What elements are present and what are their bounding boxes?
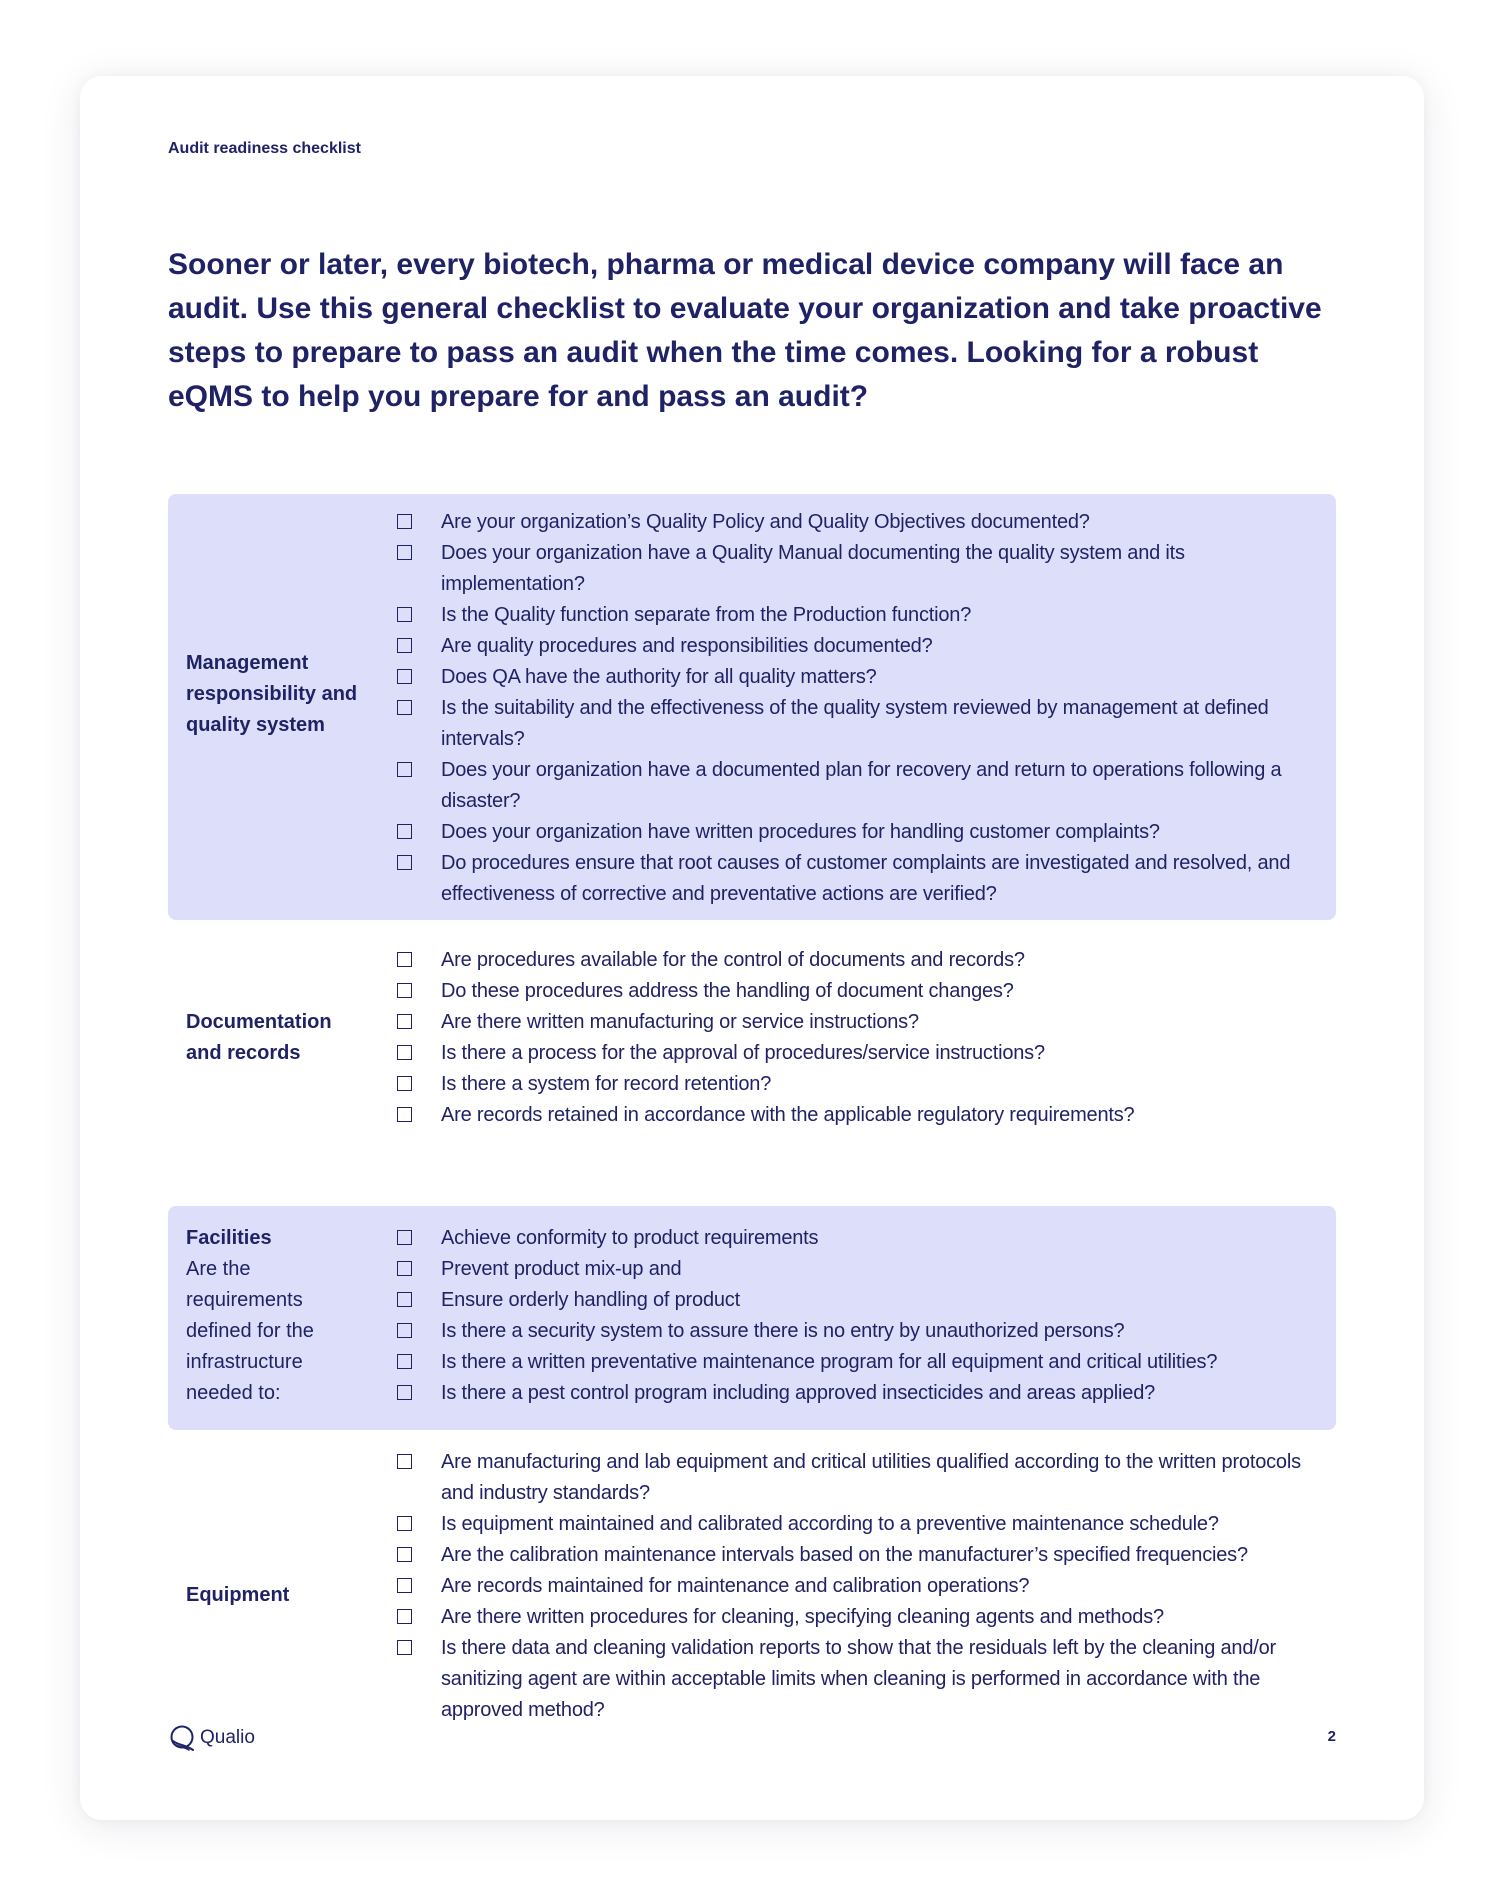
checkbox[interactable] (397, 1107, 412, 1122)
checklist-item[interactable] (397, 600, 1322, 631)
checklist-item-text: Are the calibration maintenance intervals based on the manufacturer’s specified frequencies? (441, 1544, 1248, 1566)
checklist (397, 1223, 1322, 1409)
checkbox[interactable] (397, 607, 412, 622)
checklist (397, 507, 1322, 910)
checklist-item-text: Do these procedures address the handling of document changes? (441, 980, 1014, 1002)
checkbox[interactable] (397, 1578, 412, 1593)
checklist-item-text: Does QA have the authority for all quality matters? (441, 666, 877, 688)
checklist-item-text: Are there written procedures for cleaning, specifying cleaning agents and methods? (441, 1606, 1164, 1628)
section-title: Facilities (186, 1227, 272, 1249)
checkbox[interactable] (397, 1323, 412, 1338)
checklist-item-text: Are records retained in accordance with the applicable regulatory requirements? (441, 1104, 1135, 1126)
checklist-item-text: Achieve conformity to product requirements (441, 1227, 819, 1249)
checklist-item-text: Does your organization have a Quality Manual documenting the quality system and its implementation? (441, 542, 1185, 595)
checklist-item-text: Is there a process for the approval of procedures/service instructions? (441, 1042, 1045, 1064)
section-label (186, 1580, 371, 1611)
checklist-item[interactable] (397, 848, 1322, 910)
checklist-item[interactable] (397, 1447, 1322, 1509)
checklist-item[interactable] (397, 1602, 1322, 1633)
checkbox[interactable] (397, 1076, 412, 1091)
section-management-responsibility (168, 494, 1336, 920)
page-number: 2 (1327, 1728, 1336, 1745)
checkbox[interactable] (397, 1454, 412, 1469)
checklist-item-text: Are records maintained for maintenance and calibration operations? (441, 1575, 1030, 1597)
qualio-logo-icon (168, 1724, 196, 1752)
section-title: Documentation and records (186, 1011, 332, 1064)
checklist-item[interactable] (397, 1254, 1322, 1285)
checkbox[interactable] (397, 1014, 412, 1029)
checkbox[interactable] (397, 1261, 412, 1276)
checklist-item[interactable] (397, 1038, 1322, 1069)
checklist-item[interactable] (397, 631, 1322, 662)
checklist-item[interactable] (397, 693, 1322, 755)
checkbox[interactable] (397, 1045, 412, 1060)
checklist-item[interactable] (397, 538, 1322, 600)
checkbox[interactable] (397, 545, 412, 560)
section-label (186, 1007, 371, 1069)
checkbox[interactable] (397, 1230, 412, 1245)
section-subtitle: Are the requirements defined for the infrastructure needed to: (186, 1258, 314, 1404)
checklist (397, 945, 1322, 1131)
checklist-item-text: Ensure orderly handling of product (441, 1289, 740, 1311)
checklist-item[interactable] (397, 755, 1322, 817)
intro-paragraph: Sooner or later, every biotech, pharma or medical device company will face an audit. Use this general checklist to evaluate your organization and take proactive steps to prepare to pass an audit when the time comes. Looking for a robust eQMS to help you prepare for and pass an audit? (168, 248, 1322, 413)
checklist-item-text: Does your organization have a documented plan for recovery and return to operations following a disaster? (441, 759, 1282, 812)
document-header-label: Audit readiness checklist (168, 140, 361, 157)
checklist-item-text: Is there a system for record retention? (441, 1073, 772, 1095)
checkbox[interactable] (397, 1354, 412, 1369)
checkbox[interactable] (397, 669, 412, 684)
checklist-item-text: Is there a pest control program including approved insecticides and areas applied? (441, 1382, 1156, 1404)
section-label (186, 648, 371, 741)
checklist-item[interactable] (397, 1347, 1322, 1378)
checklist-item[interactable] (397, 1571, 1322, 1602)
checkbox[interactable] (397, 855, 412, 870)
section-equipment (168, 1436, 1336, 1760)
checklist-item-text: Is the Quality function separate from the Production function? (441, 604, 972, 626)
checklist-item[interactable] (397, 1316, 1322, 1347)
section-label (186, 1223, 371, 1409)
checklist-item-text: Is equipment maintained and calibrated according to a preventive maintenance schedule? (441, 1513, 1219, 1535)
checklist-item-text: Are procedures available for the control of documents and records? (441, 949, 1025, 971)
checkbox[interactable] (397, 1547, 412, 1562)
checklist-item-text: Is there data and cleaning validation reports to show that the residuals left by the cleaning and/or sanitizing agent are within acceptable limits when cleaning is performed in accordance with the approved method? (441, 1637, 1276, 1721)
checkbox[interactable] (397, 514, 412, 529)
checklist-item-text: Is there a security system to assure there is no entry by unauthorized persons? (441, 1320, 1125, 1342)
checklist-item[interactable] (397, 1069, 1322, 1100)
checklist-item[interactable] (397, 1223, 1322, 1254)
checklist-item[interactable] (397, 1285, 1322, 1316)
checklist-item[interactable] (397, 945, 1322, 976)
checklist-item[interactable] (397, 507, 1322, 538)
checklist-item-text: Are your organization’s Quality Policy and Quality Objectives documented? (441, 511, 1090, 533)
checklist-item-text: Is the suitability and the effectiveness of the quality system reviewed by management at defined intervals? (441, 697, 1269, 750)
checklist-item-text: Are manufacturing and lab equipment and critical utilities qualified according to the written protocols and industry standards? (441, 1451, 1301, 1504)
checklist-item[interactable] (397, 817, 1322, 848)
logo-text: Qualio (200, 1727, 255, 1748)
checklist-item[interactable] (397, 1509, 1322, 1540)
section-documentation-records (168, 934, 1336, 1194)
section-title: Management responsibility and quality system (186, 652, 358, 736)
checklist-item[interactable] (397, 976, 1322, 1007)
checkbox[interactable] (397, 700, 412, 715)
section-facilities (168, 1206, 1336, 1430)
checkbox[interactable] (397, 638, 412, 653)
checklist-item-text: Are there written manufacturing or service instructions? (441, 1011, 919, 1033)
checkbox[interactable] (397, 1385, 412, 1400)
checklist-item-text: Does your organization have written procedures for handling customer complaints? (441, 821, 1160, 843)
checklist-item[interactable] (397, 1100, 1322, 1131)
qualio-logo (168, 1723, 255, 1753)
checkbox[interactable] (397, 824, 412, 839)
checklist-item-text: Are quality procedures and responsibilities documented? (441, 635, 933, 657)
section-title: Equipment (186, 1584, 290, 1606)
checkbox[interactable] (397, 1640, 412, 1655)
checkbox[interactable] (397, 1516, 412, 1531)
checklist-item[interactable] (397, 1633, 1322, 1726)
checkbox[interactable] (397, 1609, 412, 1624)
checkbox[interactable] (397, 952, 412, 967)
checklist-item-text: Prevent product mix-up and (441, 1258, 682, 1280)
checklist-item[interactable] (397, 1007, 1322, 1038)
checklist-item[interactable] (397, 1540, 1322, 1571)
checklist-item-text: Do procedures ensure that root causes of customer complaints are investigated and resolved, and effectiveness of corrective and preventative actions are verified? (441, 852, 1291, 905)
document-page (80, 76, 1424, 1820)
checklist-item[interactable] (397, 1378, 1322, 1409)
checkbox[interactable] (397, 762, 412, 777)
checklist-item-text: Is there a written preventative maintenance program for all equipment and critical utilities? (441, 1351, 1218, 1373)
checklist-item[interactable] (397, 662, 1322, 693)
checklist (397, 1447, 1322, 1726)
checkbox[interactable] (397, 1292, 412, 1307)
checkbox[interactable] (397, 983, 412, 998)
